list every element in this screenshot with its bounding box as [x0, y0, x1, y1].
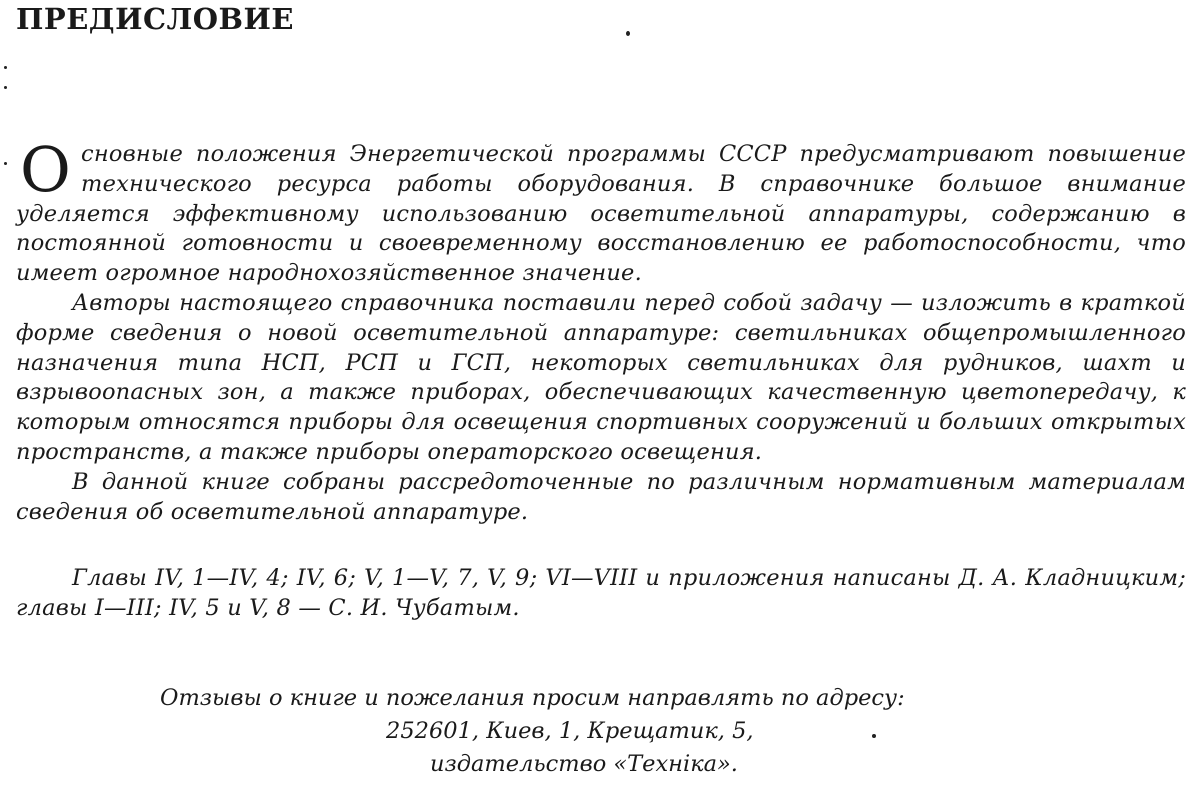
print-speck — [4, 162, 7, 165]
address-street: 252601, Киев, 1, Крещатик, 5, — [386, 718, 754, 744]
address-intro: Отзывы о книге и пожелания просим направлять по адресу: — [160, 685, 905, 711]
intro-text: сновные положения Энергетической программы СССР предусматривают повышение технического ресурса работы оборудования. В справочнике большое внимание уделяется эффективному использованию осветительной аппаратуры, содержанию в постоянной готовности и своевременному восстановлению ее работоспособности, что имеет огромное народнохозяйственное значение. — [16, 141, 1186, 287]
print-speck — [626, 31, 630, 36]
page-title: ПРЕДИСЛОВИЕ — [16, 2, 294, 36]
authors-note: Главы IV, 1—IV, 4; IV, 6; V, 1—V, 7, V, 9; VI—VIII и приложения написаны Д. А. Кладницким; главы I—III; IV, 5 и V, 8 — С. И. Чубатым. — [16, 565, 1186, 621]
address-publisher: издательство «Техніка». — [430, 751, 738, 777]
print-speck — [4, 66, 7, 69]
paragraph-contents: В данной книге собраны рассредоточенные по различным нормативным материалам сведения об осветительной аппаратуре. — [16, 468, 1186, 525]
print-speck — [4, 86, 7, 89]
print-speck — [872, 734, 876, 738]
preface-body — [16, 133, 1186, 527]
authors-section — [16, 564, 1186, 624]
drop-cap: О — [20, 133, 72, 206]
intro-paragraph — [16, 133, 1186, 289]
paragraph-goals: Авторы настоящего справочника поставили перед собой задачу — изложить в краткой форме сведения о новой осветительной аппаратуре: светильниках общепромышленного назначения типа НСП, РСП и ГСП, некоторых светильниках для рудников, шахт и взрывоопасных зон, а также приборах, обеспечивающих качественную цветопередачу, к которым относятся приборы для освещения спортивных сооружений и больших открытых пространств, а также приборы операторского освещения. — [16, 289, 1186, 465]
